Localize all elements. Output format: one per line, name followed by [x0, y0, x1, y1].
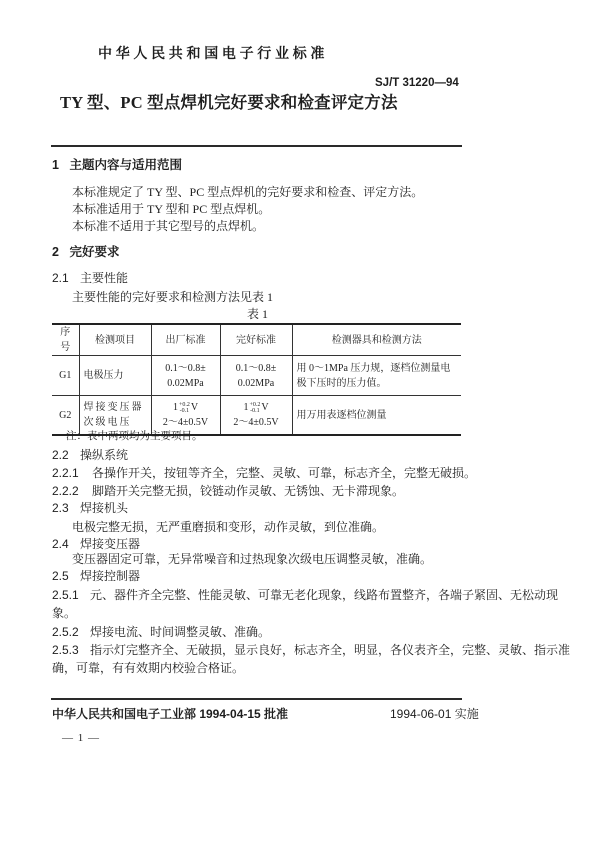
subsection-2-3-heading	[52, 500, 128, 516]
subsection-title: 焊接变压器	[80, 537, 141, 551]
approval-line: 中华人民共和国电子工业部 1994-04-15 批准	[52, 707, 289, 721]
section-1-heading	[52, 157, 182, 173]
paragraph: 主要性能的完好要求和检测方法见表 1	[72, 290, 274, 304]
clause-text: 焊接电流、时间调整灵敏、准确。	[90, 625, 271, 639]
good-standard	[220, 356, 292, 396]
factory-standard-line: 0.1～0.8±	[165, 362, 206, 374]
section-number: 2	[52, 245, 59, 259]
clause-number: 2.5.3	[52, 643, 79, 657]
clause-2-2-2	[52, 483, 404, 499]
clause-text: 各操作开关，按钮等齐全，完整、灵敏、可靠，标志齐全，完整无破损。	[92, 466, 477, 480]
inspection-method: 用 0～1MPa 压力规，逐档位测量电极下压时的压力值。	[292, 356, 461, 396]
good-standard-line: 2～4±0.5V	[233, 417, 279, 428]
section-number: 1	[52, 158, 59, 172]
paragraph: 电极完整无损，无严重磨损和变形，动作灵敏，到位准确。	[72, 520, 385, 534]
paragraph: 本标准规定了 TY 型、PC 型点焊机的完好要求和检查、评定方法。	[72, 185, 424, 199]
column-header: 检测项目	[79, 324, 151, 356]
upper-tolerance: +0.2	[249, 401, 261, 408]
paragraph: 本标准适用于 TY 型和 PC 型点焊机。	[72, 202, 271, 216]
subsection-title: 主要性能	[80, 271, 129, 285]
subsection-title: 焊接控制器	[80, 569, 141, 583]
clause-number: 2.2.1	[52, 466, 79, 480]
subsection-title: 焊接机头	[80, 501, 129, 515]
table-note: 注：表中两项均为主要项目。	[66, 431, 203, 442]
clause-text: 元、器件齐全完整、性能灵敏、可靠无老化现象，线路布置整齐，各端子紧固、无松动现	[90, 588, 559, 602]
lower-tolerance: -0.1	[250, 407, 260, 414]
column-header: 完好标准	[220, 324, 292, 356]
section-title: 完好要求	[69, 245, 120, 259]
upper-tolerance: +0.2	[178, 401, 190, 408]
table-row	[52, 356, 461, 396]
document-title: TY 型、PC 型点焊机完好要求和检查评定方法	[60, 93, 398, 112]
good-standard-line: 0.02MPa	[237, 377, 275, 389]
inspection-method: 用万用表逐档位测量	[292, 396, 461, 436]
nominal-value: 1	[243, 402, 249, 413]
subsection-number: 2.4	[52, 537, 69, 551]
clause-number: 2.5.1	[52, 588, 79, 602]
clause-text: 脚踏开关完整无损，铰链动作灵敏、无锈蚀、无卡滞现象。	[92, 484, 405, 498]
good-standard	[220, 396, 292, 436]
clause-2-5-1	[52, 587, 558, 603]
clause-text: 指示灯完整齐全、无破损，显示良好，标志齐全，明显，各仪表齐全，完整、灵敏、指示准	[90, 643, 571, 657]
good-standard-line	[225, 400, 288, 415]
section-title: 主题内容与适用范围	[69, 158, 182, 172]
clause-2-5-3	[52, 642, 570, 658]
subsection-2-2-heading	[52, 447, 128, 463]
table-caption: 表 1	[247, 307, 269, 321]
clause-2-5-2	[52, 624, 270, 640]
factory-standard	[151, 356, 220, 396]
row-id: G2	[52, 396, 79, 436]
table-1	[52, 323, 461, 436]
table-header-row	[52, 324, 461, 356]
section-2-heading	[52, 244, 120, 260]
clause-continuation: 确，可靠，有有效期内校验合格证。	[52, 661, 245, 675]
paragraph: 本标准不适用于其它型号的点焊机。	[72, 219, 265, 233]
lower-tolerance: -0.1	[179, 407, 190, 414]
column-header: 序号	[52, 324, 79, 356]
subsection-number: 2.3	[52, 501, 69, 515]
issuing-organization: 中华人民共和国电子行业标准	[98, 47, 329, 62]
column-header: 出厂标准	[151, 324, 220, 356]
page-number: — 1 —	[62, 732, 100, 744]
tolerance	[179, 402, 190, 414]
footer-divider	[51, 698, 462, 700]
nominal-value: 1	[172, 402, 178, 413]
implementation-date: 1994-06-01 实施	[390, 707, 479, 721]
subsection-number: 2.2	[52, 448, 69, 462]
paragraph: 变压器固定可靠，无异常噪音和过热现象次级电压调整灵敏，准确。	[72, 552, 433, 566]
tolerance	[249, 402, 260, 414]
subsection-2-1-heading	[52, 270, 128, 286]
unit: V	[190, 402, 199, 413]
clause-2-2-1	[52, 465, 476, 481]
clause-number: 2.5.2	[52, 625, 79, 639]
clause-number: 2.2.2	[52, 484, 79, 498]
inspection-item: 焊接变压器次级电压	[79, 396, 151, 436]
subsection-number: 2.5	[52, 569, 69, 583]
subsection-2-4-heading	[52, 536, 140, 552]
column-header: 检测器具和检测方法	[292, 324, 461, 356]
header-divider	[51, 145, 462, 147]
good-standard-line: 0.1～0.8±	[235, 362, 277, 374]
factory-standard-line: 2～4±0.5V	[162, 417, 209, 428]
factory-standard-line	[156, 400, 216, 415]
unit: V	[261, 402, 269, 413]
standard-number: SJ/T 31220—94	[375, 77, 459, 89]
clause-continuation: 象。	[52, 606, 77, 620]
row-id: G1	[52, 356, 79, 396]
subsection-2-5-heading	[52, 568, 140, 584]
factory-standard-line: 0.02MPa	[167, 377, 204, 389]
inspection-item: 电极压力	[79, 356, 151, 396]
subsection-title: 操纵系统	[80, 448, 129, 462]
subsection-number: 2.1	[52, 271, 69, 285]
